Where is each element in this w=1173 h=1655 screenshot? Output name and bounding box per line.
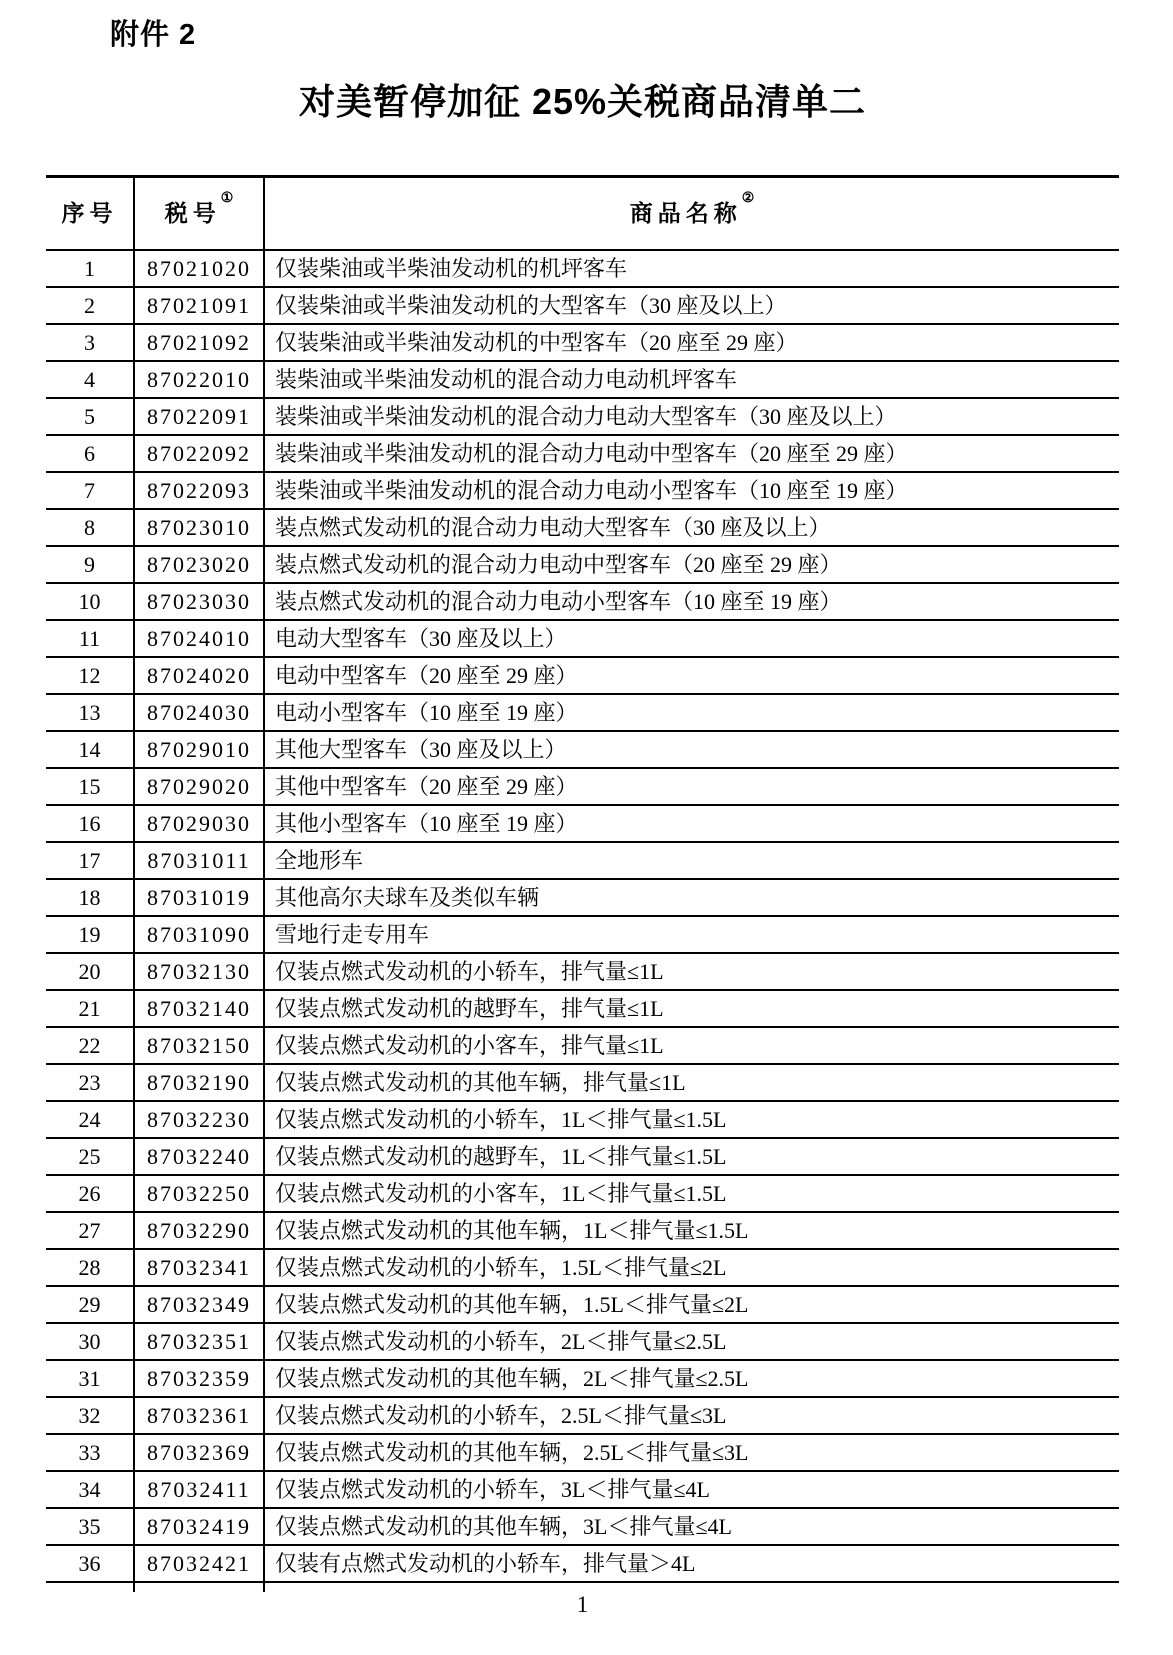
table-row [46, 1287, 1119, 1324]
row-tariff-code-cell: 87032369 [135, 1435, 265, 1470]
row-serial-cell: 13 [46, 695, 135, 730]
row-product-name-cell: 装点燃式发动机的混合动力电动大型客车（30 座及以上） [275, 514, 831, 540]
row-tariff-code-cell: 87024010 [135, 621, 265, 656]
row-product-name-cell: 仅装柴油或半柴油发动机的大型客车（30 座及以上） [275, 292, 787, 318]
row-product-name-cell: 仅装点燃式发动机的其他车辆，1.5L＜排气量≤2L [275, 1291, 749, 1317]
row-tariff-code-cell: 87032411 [135, 1472, 265, 1507]
table-row [46, 1102, 1119, 1139]
row-product-name-cell: 仅装点燃式发动机的其他车辆，1L＜排气量≤1.5L [275, 1217, 749, 1243]
table-row [46, 325, 1119, 362]
row-product-name-cell: 仅装点燃式发动机的小客车，排气量≤1L [275, 1032, 664, 1058]
row-serial-cell: 2 [46, 288, 135, 323]
row-tariff-code-cell: 87032351 [135, 1324, 265, 1359]
table-row [46, 1065, 1119, 1102]
row-product-name-cell: 仅装点燃式发动机的小轿车，2.5L＜排气量≤3L [275, 1402, 727, 1428]
table-row [46, 991, 1119, 1028]
table-row [46, 695, 1119, 732]
table-row [46, 954, 1119, 991]
row-product-name-cell: 其他中型客车（20 座至 29 座） [275, 773, 578, 799]
row-tariff-code-cell: 87024030 [135, 695, 265, 730]
row-serial-cell: 36 [46, 1546, 135, 1581]
header-cell-tariff-code [135, 178, 265, 249]
row-tariff-code-cell: 87031090 [135, 917, 265, 952]
row-product-name-cell: 仅装点燃式发动机的小轿车，2L＜排气量≤2.5L [275, 1328, 727, 1354]
row-serial-cell: 33 [46, 1435, 135, 1470]
row-product-name-cell: 装柴油或半柴油发动机的混合动力电动中型客车（20 座至 29 座） [275, 440, 908, 466]
row-serial-cell: 7 [46, 473, 135, 508]
row-serial-cell: 34 [46, 1472, 135, 1507]
table-row [46, 806, 1119, 843]
row-product-name-cell: 仅装点燃式发动机的越野车，1L＜排气量≤1.5L [275, 1143, 727, 1169]
table-row [46, 1028, 1119, 1065]
column-divider-stub [133, 1583, 135, 1592]
row-product-name-cell: 装点燃式发动机的混合动力电动中型客车（20 座至 29 座） [275, 551, 842, 577]
row-tariff-code-cell: 87031019 [135, 880, 265, 915]
header-cell-serial [46, 178, 135, 249]
row-tariff-code-cell: 87022093 [135, 473, 265, 508]
row-product-name-cell: 全地形车 [275, 847, 364, 873]
row-serial-cell: 17 [46, 843, 135, 878]
row-tariff-code-cell: 87023020 [135, 547, 265, 582]
row-serial-cell: 3 [46, 325, 135, 360]
row-tariff-code-cell: 87032421 [135, 1546, 265, 1581]
table-row [46, 1546, 1119, 1583]
row-tariff-code-cell: 87023010 [135, 510, 265, 545]
row-serial-cell: 30 [46, 1324, 135, 1359]
page-number: 1 [576, 1592, 589, 1617]
row-serial-cell: 23 [46, 1065, 135, 1100]
row-tariff-code-cell: 87032290 [135, 1213, 265, 1248]
row-product-name-cell: 雪地行走专用车 [275, 921, 430, 947]
row-product-name-cell: 仅装柴油或半柴油发动机的中型客车（20 座至 29 座） [275, 329, 798, 355]
table-row [46, 658, 1119, 695]
table-row [46, 510, 1119, 547]
row-product-name-cell: 仅装有点燃式发动机的小轿车，排气量＞4L [275, 1550, 696, 1576]
header-label-product-name: 商品名称 [629, 201, 742, 226]
header-label-tariff-code: 税号 [164, 201, 221, 226]
row-serial-cell: 27 [46, 1213, 135, 1248]
row-serial-cell: 28 [46, 1250, 135, 1285]
row-product-name-cell: 其他高尔夫球车及类似车辆 [275, 884, 540, 910]
row-product-name-cell: 装柴油或半柴油发动机的混合动力电动小型客车（10 座至 19 座） [275, 477, 908, 503]
row-product-name-cell: 装柴油或半柴油发动机的混合动力电动大型客车（30 座及以上） [275, 403, 897, 429]
row-product-name-cell: 仅装点燃式发动机的其他车辆，2.5L＜排气量≤3L [275, 1439, 749, 1465]
row-tariff-code-cell: 87032341 [135, 1250, 265, 1285]
row-product-name-cell: 电动小型客车（10 座至 19 座） [275, 699, 578, 725]
table-header-row [46, 178, 1119, 251]
row-product-name-cell: 装柴油或半柴油发动机的混合动力电动机坪客车 [275, 366, 738, 392]
table-row [46, 251, 1119, 288]
row-tariff-code-cell: 87021091 [135, 288, 265, 323]
attachment-label: 附件 2 [110, 19, 197, 51]
row-serial-cell: 20 [46, 954, 135, 989]
row-serial-cell: 35 [46, 1509, 135, 1544]
row-tariff-code-cell: 87032190 [135, 1065, 265, 1100]
row-tariff-code-cell: 87029010 [135, 732, 265, 767]
table-row [46, 621, 1119, 658]
row-product-name-cell: 仅装点燃式发动机的其他车辆，排气量≤1L [275, 1069, 686, 1095]
row-serial-cell: 8 [46, 510, 135, 545]
page-title: 对美暂停加征 25%关税商品清单二 [298, 81, 867, 122]
table-row [46, 584, 1119, 621]
table-row [46, 547, 1119, 584]
row-serial-cell: 14 [46, 732, 135, 767]
row-tariff-code-cell: 87032130 [135, 954, 265, 989]
table-row [46, 769, 1119, 806]
row-serial-cell: 16 [46, 806, 135, 841]
table-row [46, 1472, 1119, 1509]
table-row [46, 473, 1119, 510]
row-product-name-cell: 电动大型客车（30 座及以上） [275, 625, 567, 651]
row-tariff-code-cell: 87032361 [135, 1398, 265, 1433]
row-tariff-code-cell: 87029020 [135, 769, 265, 804]
row-serial-cell: 18 [46, 880, 135, 915]
row-tariff-code-cell: 87032349 [135, 1287, 265, 1322]
row-tariff-code-cell: 87021092 [135, 325, 265, 360]
row-product-name-cell: 仅装柴油或半柴油发动机的机坪客车 [275, 255, 628, 281]
row-serial-cell: 32 [46, 1398, 135, 1433]
row-tariff-code-cell: 87022092 [135, 436, 265, 471]
row-product-name-cell: 电动中型客车（20 座至 29 座） [275, 662, 578, 688]
table-row [46, 1398, 1119, 1435]
row-product-name-cell: 仅装点燃式发动机的其他车辆，3L＜排气量≤4L [275, 1513, 732, 1539]
row-serial-cell: 6 [46, 436, 135, 471]
footnote-mark-2: ② [741, 191, 755, 206]
tariff-table [46, 175, 1119, 1583]
table-row [46, 1324, 1119, 1361]
row-tariff-code-cell: 87024020 [135, 658, 265, 693]
table-row [46, 1213, 1119, 1250]
row-product-name-cell: 其他小型客车（10 座至 19 座） [275, 810, 578, 836]
row-serial-cell: 10 [46, 584, 135, 619]
row-tariff-code-cell: 87032140 [135, 991, 265, 1026]
table-row [46, 732, 1119, 769]
table-row [46, 1139, 1119, 1176]
table-row [46, 1435, 1119, 1472]
header-label-serial: 序号 [61, 201, 118, 226]
row-product-name-cell: 仅装点燃式发动机的越野车，排气量≤1L [275, 995, 664, 1021]
row-tariff-code-cell: 87032150 [135, 1028, 265, 1063]
row-product-name-cell: 仅装点燃式发动机的小轿车，1L＜排气量≤1.5L [275, 1106, 727, 1132]
row-serial-cell: 5 [46, 399, 135, 434]
table-row [46, 1250, 1119, 1287]
table-row [46, 843, 1119, 880]
footnote-mark-1: ① [220, 191, 234, 206]
table-row [46, 1361, 1119, 1398]
row-serial-cell: 1 [46, 251, 135, 286]
table-row [46, 1509, 1119, 1546]
table-row [46, 880, 1119, 917]
row-tariff-code-cell: 87022091 [135, 399, 265, 434]
row-serial-cell: 29 [46, 1287, 135, 1322]
row-tariff-code-cell: 87032250 [135, 1176, 265, 1211]
table-row [46, 288, 1119, 325]
row-tariff-code-cell: 87021020 [135, 251, 265, 286]
row-product-name-cell: 仅装点燃式发动机的小轿车，排气量≤1L [275, 958, 664, 984]
row-tariff-code-cell: 87031011 [135, 843, 265, 878]
table-row [46, 917, 1119, 954]
row-product-name-cell: 仅装点燃式发动机的小轿车，1.5L＜排气量≤2L [275, 1254, 727, 1280]
row-tariff-code-cell: 87032240 [135, 1139, 265, 1174]
row-serial-cell: 15 [46, 769, 135, 804]
row-tariff-code-cell: 87023030 [135, 584, 265, 619]
row-tariff-code-cell: 87032419 [135, 1509, 265, 1544]
row-product-name-cell: 仅装点燃式发动机的小轿车，3L＜排气量≤4L [275, 1476, 710, 1502]
row-serial-cell: 11 [46, 621, 135, 656]
row-tariff-code-cell: 87022010 [135, 362, 265, 397]
row-serial-cell: 31 [46, 1361, 135, 1396]
column-divider-stub [263, 1583, 265, 1592]
table-row [46, 362, 1119, 399]
table-row [46, 1176, 1119, 1213]
row-product-name-cell: 其他大型客车（30 座及以上） [275, 736, 567, 762]
row-serial-cell: 19 [46, 917, 135, 952]
row-serial-cell: 21 [46, 991, 135, 1026]
table-row [46, 436, 1119, 473]
row-serial-cell: 9 [46, 547, 135, 582]
table-row [46, 399, 1119, 436]
row-serial-cell: 26 [46, 1176, 135, 1211]
row-product-name-cell: 仅装点燃式发动机的小客车，1L＜排气量≤1.5L [275, 1180, 727, 1206]
row-product-name-cell: 仅装点燃式发动机的其他车辆，2L＜排气量≤2.5L [275, 1365, 749, 1391]
row-serial-cell: 25 [46, 1139, 135, 1174]
header-cell-product-name [265, 178, 1119, 249]
row-product-name-cell: 装点燃式发动机的混合动力电动小型客车（10 座至 19 座） [275, 588, 842, 614]
row-serial-cell: 22 [46, 1028, 135, 1063]
row-tariff-code-cell: 87032230 [135, 1102, 265, 1137]
table-body [46, 251, 1119, 1583]
row-serial-cell: 4 [46, 362, 135, 397]
row-serial-cell: 24 [46, 1102, 135, 1137]
row-tariff-code-cell: 87032359 [135, 1361, 265, 1396]
row-tariff-code-cell: 87029030 [135, 806, 265, 841]
row-serial-cell: 12 [46, 658, 135, 693]
